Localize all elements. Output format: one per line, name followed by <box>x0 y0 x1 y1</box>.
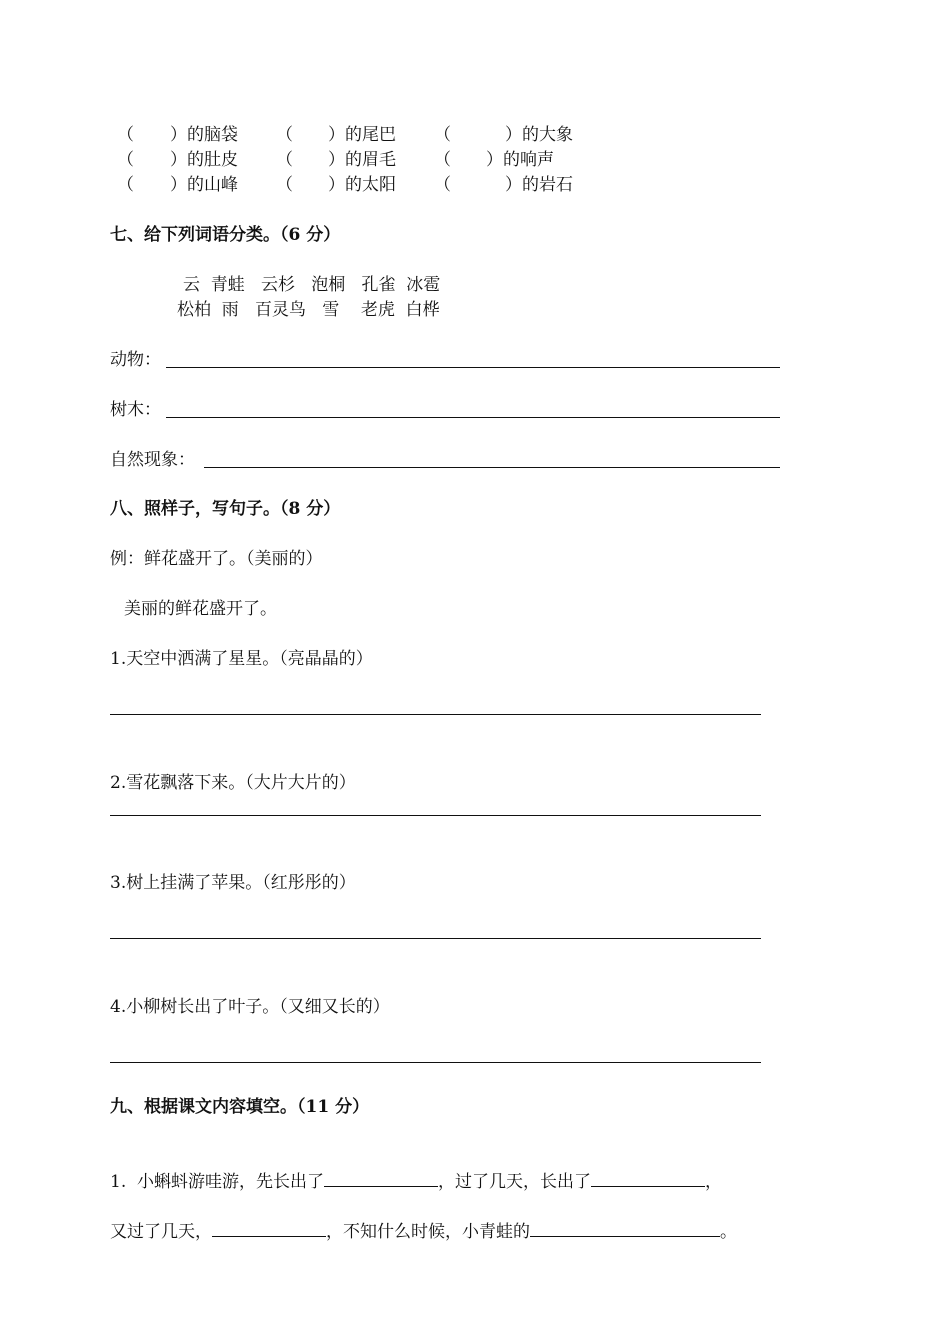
q1-text-d: 又过了几天， <box>110 1222 212 1242</box>
sentence-item-4: 4.小柳树长出了叶子。（又细又长的） <box>110 997 390 1017</box>
bracket-open: （ <box>276 125 293 145</box>
word-list-line1: 云 青蛙 云杉 泡桐 孔雀 冰雹 <box>183 275 441 295</box>
bracket-open: （ <box>117 150 134 170</box>
q1-text-c: ， <box>705 1172 723 1192</box>
bracket-open: （ <box>434 150 451 170</box>
category-trees-answer-line[interactable] <box>166 417 780 418</box>
bracket-open: （ <box>276 150 293 170</box>
sentence-item-2: 2.雪花飘落下来。（大片大片的） <box>110 773 356 793</box>
bracket-open: （ <box>117 175 134 195</box>
bracket-open: （ <box>434 125 451 145</box>
category-animals-answer-line[interactable] <box>166 367 780 368</box>
bracket-open: （ <box>117 125 134 145</box>
q1-text-a: 1. 小蝌蚪游哇游，先长出了 <box>110 1172 325 1192</box>
answer-line-4[interactable] <box>110 1062 761 1063</box>
answer-line-1[interactable] <box>110 714 761 715</box>
sentence-item-1: 1.天空中洒满了星星。（亮晶晶的） <box>110 649 373 669</box>
section7-heading: 七、给下列词语分类。（6 分） <box>110 225 341 245</box>
fill-item: ）的响声 <box>486 150 554 170</box>
example-answer: 美丽的鲜花盛开了。 <box>124 599 277 619</box>
q1-blank-1[interactable] <box>324 1170 438 1187</box>
bracket-open: （ <box>276 175 293 195</box>
answer-line-2[interactable] <box>110 815 761 816</box>
bracket-open: （ <box>434 175 451 195</box>
q1-blank-4[interactable] <box>530 1220 720 1237</box>
q1-text-b: ，过了几天，长出了 <box>438 1172 592 1192</box>
sentence-item-3: 3.树上挂满了苹果。（红彤彤的） <box>110 873 356 893</box>
section9-heading: 九、根据课文内容填空。（11 分） <box>110 1097 370 1117</box>
category-trees-label: 树木： <box>110 400 161 420</box>
fill-question-1-line1 <box>110 1170 722 1193</box>
fill-item: ）的肚皮 <box>170 150 238 170</box>
word-list-line2: 松柏 雨 百灵鸟 雪 老虎 白桦 <box>177 300 440 320</box>
category-nature-answer-line[interactable] <box>204 467 780 468</box>
fill-item: ）的脑袋 <box>170 125 238 145</box>
q1-text-f: 。 <box>720 1222 737 1242</box>
fill-item: ）的大象 <box>505 125 573 145</box>
q1-text-e: ，不知什么时候，小青蛙的 <box>326 1222 530 1242</box>
fill-item: ）的山峰 <box>170 175 238 195</box>
section8-heading: 八、照样子，写句子。（8 分） <box>110 499 341 519</box>
fill-item: ）的太阳 <box>328 175 396 195</box>
category-animals-label: 动物： <box>110 350 161 370</box>
answer-line-3[interactable] <box>110 938 761 939</box>
fill-item: ）的眉毛 <box>328 150 396 170</box>
fill-question-1-line2 <box>110 1220 737 1243</box>
q1-blank-3[interactable] <box>212 1220 326 1237</box>
fill-item: ）的尾巴 <box>328 125 396 145</box>
q1-blank-2[interactable] <box>591 1170 705 1187</box>
category-nature-label: 自然现象： <box>110 450 195 470</box>
example-sentence: 例：鲜花盛开了。（美丽的） <box>110 549 323 569</box>
fill-item: ）的岩石 <box>505 175 573 195</box>
